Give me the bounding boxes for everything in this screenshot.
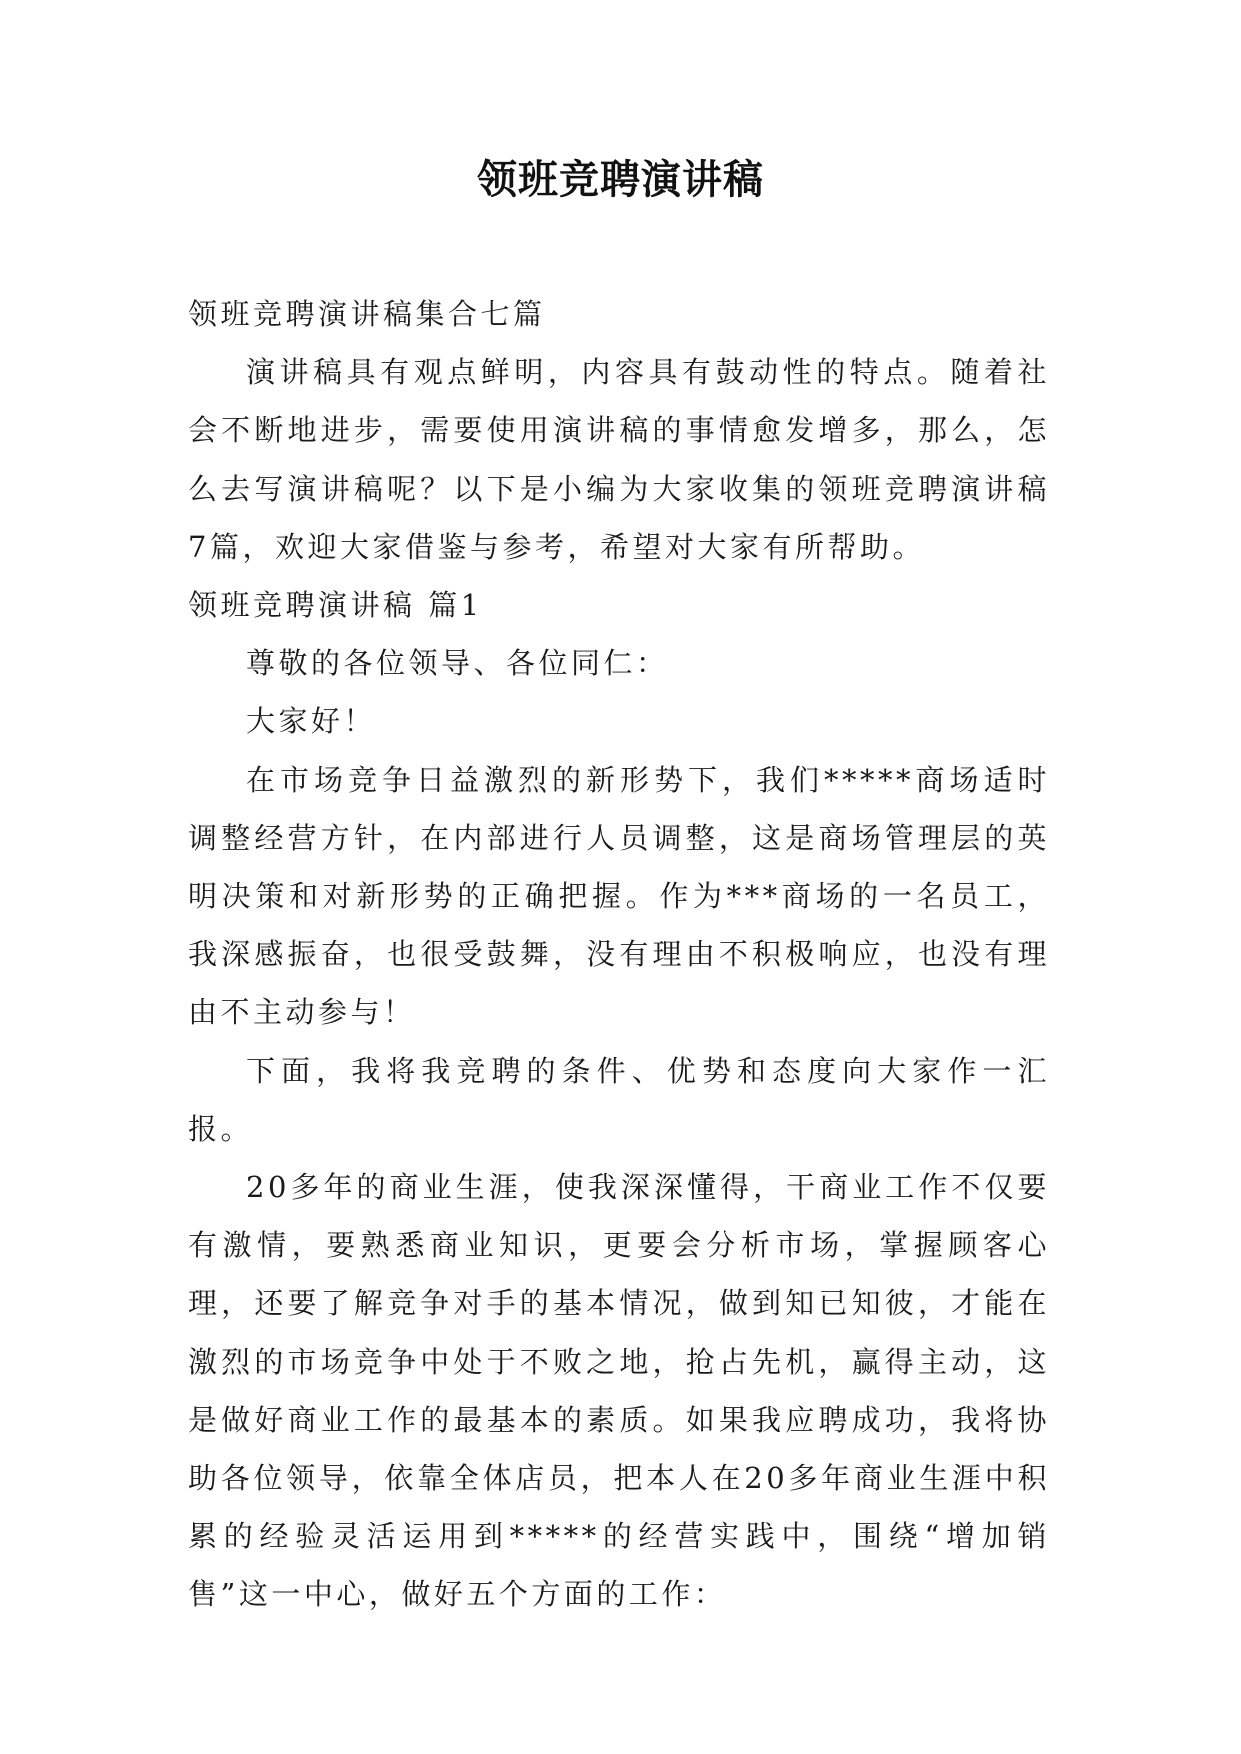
body-paragraph: 20多年的商业生涯，使我深深懂得，干商业工作不仅要有激情，要熟悉商业知识，更要会分析市场，掌握顾客心理，还要了解竞争对手的基本情况，做到知已知彼，才能在激烈的市场竞争中处于不败之地，抢占先机，赢得主动，这是做好商业工作的最基本的素质。如果我应聘成功，我将协助各位领导，依靠全体店员，把本人在20多年商业生涯中积累的经验灵活运用到*****的经营实践中，围绕“增加销售”这一中心，做好五个方面的工作： — [188, 1170, 1050, 1612]
salutation: 尊敬的各位领导、各位同仁： — [246, 646, 669, 681]
body-paragraph: 在市场竞争日益激烈的新形势下，我们*****商场适时调整经营方针，在内部进行人员调整，这是商场管理层的英明决策和对新形势的正确把握。作为***商场的一名员工，我深感振奋，也很受鼓舞，没有理由不积极响应，也没有理由不主动参与！ — [188, 762, 1050, 1030]
collection-subtitle: 领班竞聘演讲稿集合七篇 — [188, 297, 546, 331]
document-body — [188, 285, 1050, 1624]
document-title: 领班竞聘演讲稿 — [477, 157, 764, 203]
section-heading: 领班竞聘演讲稿 篇1 — [188, 588, 483, 623]
intro-paragraph: 演讲稿具有观点鲜明，内容具有鼓动性的特点。随着社会不断地进步，需要使用演讲稿的事情愈发增多，那么，怎么去写演讲稿呢？以下是小编为大家收集的领班竞聘演讲稿7篇，欢迎大家借鉴与参考，希望对大家有所帮助。 — [188, 355, 1050, 564]
body-paragraph: 下面，我将我竞聘的条件、优势和态度向大家作一汇报。 — [188, 1053, 1050, 1146]
greeting: 大家好！ — [246, 704, 377, 739]
